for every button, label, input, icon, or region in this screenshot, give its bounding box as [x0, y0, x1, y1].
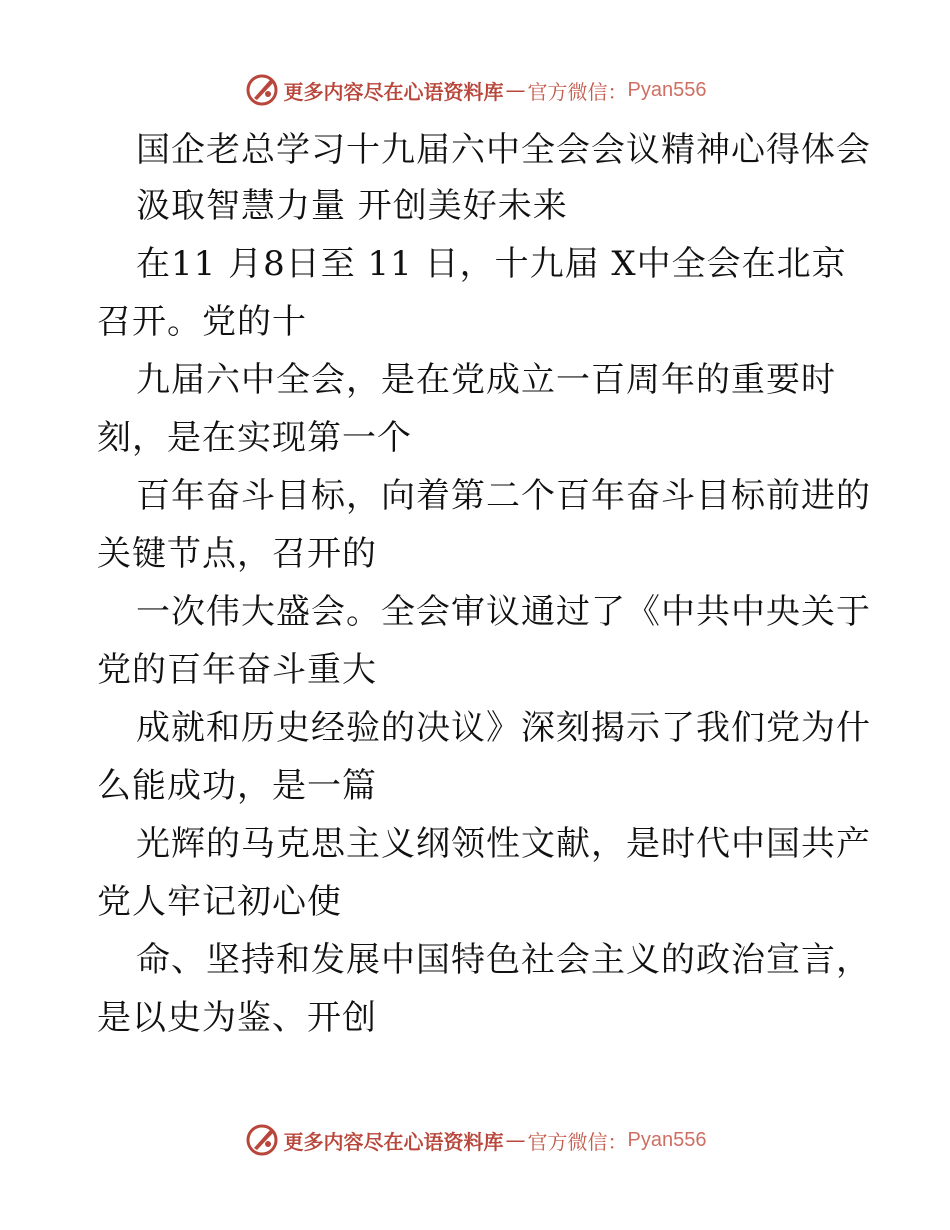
quill-pen-circle-icon	[244, 72, 280, 108]
paragraph-line: 党的百年奋斗重大	[97, 650, 377, 690]
paragraph-line: 一次伟大盛会。全会审议通过了《中共中央关于	[136, 592, 871, 632]
paragraph-line: 百年奋斗目标，向着第二个百年奋斗目标前进的	[136, 476, 871, 516]
paragraph-line: 刻，是在实现第一个	[97, 418, 412, 458]
document-title: 国企老总学习十九届六中全会会议精神心得体会	[136, 130, 871, 170]
watermark-wechat-id: Pyan556	[627, 78, 707, 101]
paragraph-line: 命、坚持和发展中国特色社会主义的政治宣言，	[136, 940, 871, 980]
watermark-dash: —	[505, 78, 526, 102]
paragraph-line: 么能成功，是一篇	[97, 766, 377, 806]
watermark-dash: —	[505, 1128, 526, 1152]
paragraph-line: 光辉的马克思主义纲领性文献，是时代中国共产	[136, 824, 871, 864]
header-watermark	[0, 72, 950, 108]
paragraph-line: 成就和历史经验的决议》深刻揭示了我们党为什	[136, 708, 871, 748]
footer-watermark	[0, 1122, 950, 1158]
paragraph-line: 召开。党的十	[97, 302, 307, 342]
document-subtitle: 汲取智慧力量 开创美好未来	[136, 186, 568, 226]
watermark-wechat-id: Pyan556	[627, 1128, 707, 1151]
quill-pen-circle-icon	[244, 1122, 280, 1158]
watermark-site-text: 更多内容尽在心语资料库	[283, 1129, 504, 1154]
paragraph-line: 党人牢记初心使	[97, 882, 342, 922]
paragraph-line: 九届六中全会，是在党成立一百周年的重要时	[136, 360, 836, 400]
paragraph-line: 关键节点，召开的	[97, 534, 377, 574]
watermark-site-text: 更多内容尽在心语资料库	[283, 79, 504, 104]
paragraph-line: 是以史为鉴、开创	[97, 998, 377, 1038]
paragraph-line: 在11 月8日至 11 日，十九届 X中全会在北京	[136, 244, 847, 284]
watermark-wechat-label: 官方微信：	[527, 79, 628, 104]
watermark-wechat-label: 官方微信：	[527, 1129, 628, 1154]
